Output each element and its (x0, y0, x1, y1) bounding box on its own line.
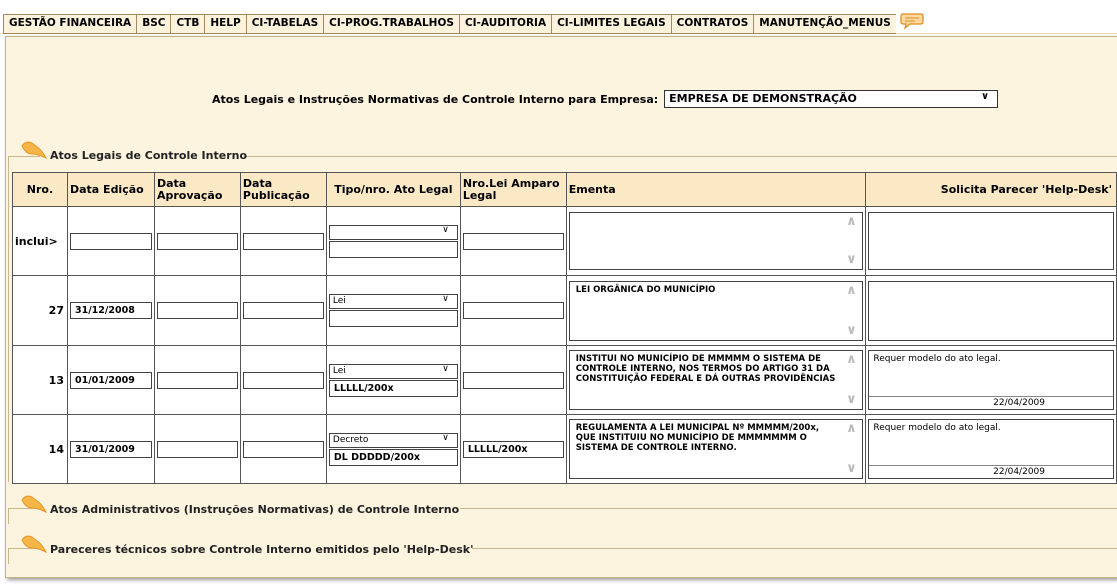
data-aprovacao-input[interactable] (157, 233, 238, 250)
chevron-down-icon: ∨ (442, 224, 449, 235)
menu-manutencao-menus[interactable]: MANUTENÇÃO_MENUS (753, 14, 896, 34)
menu-gestao-financeira[interactable]: GESTÃO FINANCEIRA (3, 14, 136, 34)
legal-section-border-vert (8, 156, 9, 482)
legal-section-border-right (244, 156, 1117, 157)
header-data-edicao: Data Edição (67, 173, 154, 207)
ementa-text: LEI ORGÂNICA DO MUNICÍPIO (575, 284, 716, 295)
scroll-up-icon[interactable]: ∧ (846, 214, 857, 230)
ementa-textarea[interactable] (569, 350, 864, 410)
header-solicita-parecer: Solicita Parecer 'Help-Desk' (866, 173, 1117, 207)
top-menu-bar (0, 0, 1117, 34)
scrollbar[interactable] (843, 214, 859, 268)
ementa-textarea[interactable] (569, 419, 864, 479)
parecer-textarea[interactable] (868, 281, 1114, 341)
tipo-ato-value: Lei (332, 296, 346, 307)
scroll-down-icon[interactable]: ∨ (846, 252, 857, 268)
tipo-ato-select[interactable] (329, 364, 458, 379)
row-nro: 27 (13, 276, 68, 346)
company-selected-value: EMPRESA DE DEMONSTRAÇÃO (669, 92, 857, 105)
data-edicao-input[interactable]: 31/01/2009 (70, 441, 152, 458)
menu-ci-limites-legais[interactable]: CI-LIMITES LEGAIS (551, 14, 671, 34)
admin-section-title: Atos Administrativos (Instruções Normativas) de Controle Interno (50, 503, 460, 516)
data-edicao-input[interactable]: 31/12/2008 (70, 302, 152, 319)
header-data-aprovacao: Data Aprovação (154, 173, 240, 207)
company-label: Atos Legais e Instruções Normativas de Controle Interno para Empresa: (212, 92, 659, 106)
admin-section-border-right (460, 508, 1117, 509)
table-row (13, 346, 1117, 415)
data-publicacao-input[interactable] (243, 302, 324, 319)
table-row (13, 276, 1117, 346)
scroll-down-icon[interactable]: ∨ (846, 392, 857, 408)
ementa-textarea[interactable] (569, 212, 864, 270)
legal-section-legend[interactable] (18, 140, 247, 162)
ementa-textarea[interactable] (569, 281, 864, 341)
ementa-text: REGULAMENTA A LEI MUNICIPAL Nº MMMMM/200x, QUE INSTITUIU NO MUNICÍPIO DE MMMMMMM O SISTEMA DE CONTROLE INTERNO. (575, 423, 820, 454)
parecer-text: Requer modelo do ato legal. (873, 423, 1001, 434)
table-row (13, 415, 1117, 484)
header-lei-amparo: Nro.Lei Amparo Legal (460, 173, 566, 207)
tipo-ato-select[interactable] (329, 433, 458, 448)
tipo-ato-value: Lei (332, 365, 346, 376)
header-tipo-ato: Tipo/nro. Ato Legal (326, 173, 460, 207)
data-aprovacao-input[interactable] (157, 302, 238, 319)
table-header-row (13, 173, 1117, 207)
tipo-ato-select[interactable] (329, 294, 458, 309)
tipo-nro-input[interactable]: LLLLL/200x (329, 380, 458, 397)
lei-amparo-input[interactable]: LLLLL/200x (463, 441, 564, 458)
menu-help[interactable]: HELP (204, 14, 245, 34)
parecer-textarea[interactable] (868, 419, 1114, 479)
chevron-down-icon: ∨ (442, 363, 449, 374)
chevron-down-icon: ∨ (442, 432, 449, 443)
row-nro: 13 (13, 346, 68, 415)
admin-section-border-vert (8, 508, 9, 524)
parecer-divider (869, 465, 1113, 466)
company-select[interactable] (664, 90, 998, 108)
legal-acts-table (12, 172, 1117, 484)
main-menu (3, 14, 924, 34)
menu-ctb[interactable]: CTB (170, 14, 204, 34)
parecer-textarea[interactable] (868, 212, 1114, 270)
menu-contratos[interactable]: CONTRATOS (671, 14, 754, 34)
include-label: inclui> (13, 207, 68, 276)
header-data-publicacao: Data Publicação (240, 173, 326, 207)
scroll-up-icon[interactable]: ∧ (846, 421, 857, 437)
scrollbar[interactable] (843, 282, 859, 338)
data-edicao-input[interactable] (70, 233, 152, 250)
header-ementa: Ementa (566, 173, 866, 207)
parecer-date: 22/04/2009 (993, 467, 1045, 478)
menu-bsc[interactable]: BSC (136, 14, 170, 34)
opinions-section-legend[interactable] (18, 534, 473, 556)
chat-bubble-icon[interactable] (900, 12, 924, 30)
chevron-down-icon: ∨ (442, 294, 449, 305)
scrollbar[interactable] (843, 421, 859, 477)
tipo-ato-value: Decreto (332, 434, 369, 445)
scroll-down-icon[interactable]: ∨ (846, 322, 857, 338)
menu-ci-tabelas[interactable]: CI-TABELAS (246, 14, 323, 34)
tipo-ato-select[interactable] (329, 225, 458, 240)
chevron-down-icon: ∨ (981, 91, 990, 102)
orange-arrow-icon (18, 494, 48, 516)
tipo-nro-input[interactable]: DL DDDDD/200x (329, 449, 458, 466)
menu-ci-auditoria[interactable]: CI-AUDITORIA (459, 14, 551, 34)
data-publicacao-input[interactable] (243, 233, 324, 250)
opinions-section-border-vert (8, 548, 9, 564)
header-nro: Nro. (13, 173, 68, 207)
parecer-text: Requer modelo do ato legal. (873, 354, 1001, 365)
orange-arrow-icon (18, 534, 48, 556)
opinions-section-title: Pareceres técnicos sobre Controle Interno emitidos pelo 'Help-Desk' (50, 543, 474, 556)
parecer-date: 22/04/2009 (993, 398, 1045, 409)
legal-section-title: Atos Legais de Controle Interno (50, 149, 248, 162)
parecer-textarea[interactable] (868, 350, 1114, 410)
ementa-text: INSTITUI NO MUNICÍPIO DE MMMMM O SISTEMA DE CONTROLE INTERNO, NOS TERMOS DO ARTIGO 31 DA CONSTITUIÇÃO FEDERAL E DÁ OUTRAS PROVIDÊNCIAS (575, 354, 836, 385)
data-publicacao-input[interactable] (243, 441, 324, 458)
tipo-nro-input[interactable] (329, 310, 458, 327)
lei-amparo-input[interactable] (463, 302, 564, 319)
lei-amparo-input[interactable] (463, 233, 564, 250)
admin-section-legend[interactable] (18, 494, 459, 516)
parecer-divider (869, 396, 1113, 397)
tipo-nro-input[interactable] (329, 241, 458, 258)
data-publicacao-input[interactable] (243, 372, 324, 389)
scroll-up-icon[interactable]: ∧ (846, 282, 857, 298)
menu-ci-prog-trabalhos[interactable]: CI-PROG.TRABALHOS (323, 14, 459, 34)
row-nro: 14 (13, 415, 68, 484)
orange-arrow-icon (18, 140, 48, 162)
scroll-down-icon[interactable]: ∨ (846, 461, 857, 477)
data-aprovacao-input[interactable] (157, 372, 238, 389)
table-row-include (13, 207, 1117, 276)
lei-amparo-input[interactable] (463, 372, 564, 389)
data-aprovacao-input[interactable] (157, 441, 238, 458)
opinions-section-border-right (472, 548, 1117, 549)
scroll-up-icon[interactable]: ∧ (846, 352, 857, 368)
scrollbar[interactable] (843, 352, 859, 408)
company-selector-row (212, 90, 998, 108)
data-edicao-input[interactable]: 01/01/2009 (70, 372, 152, 389)
